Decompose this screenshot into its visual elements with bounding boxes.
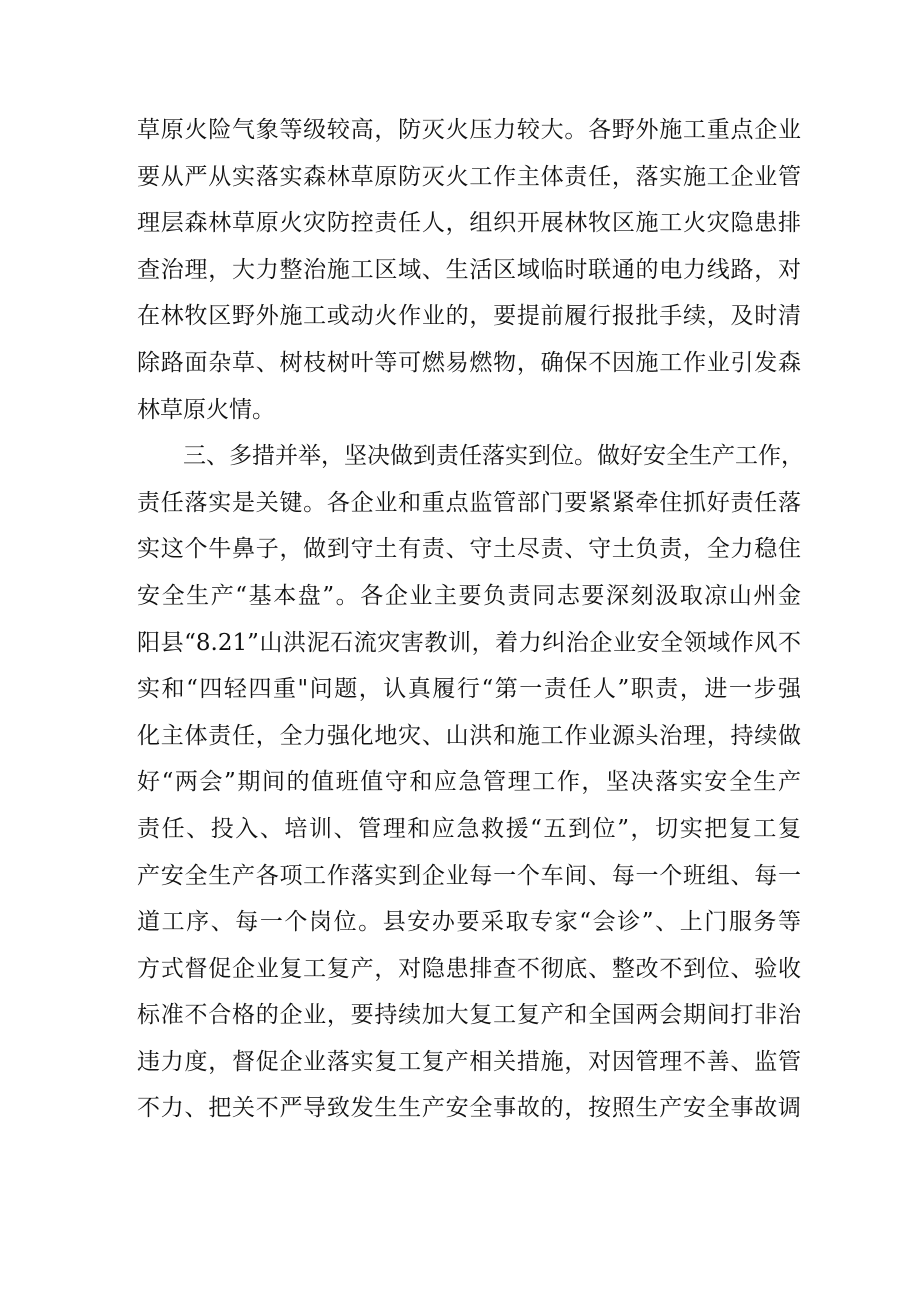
paragraph-2-line-11: 道工序、每一个岗位。县安办要采取专家“会诊”、上门服务等 bbox=[137, 909, 801, 936]
paragraph-2-line-15: 不力、把关不严导致发生生产安全事故的，按照生产安全事故调 bbox=[137, 1095, 801, 1122]
paragraph-1-line-2: 要从严从实落实森林草原防灭火工作主体责任，落实施工企业管 bbox=[137, 163, 801, 190]
paragraph-2-line-6: 实和“四轻四重"问题，认真履行“第一责任人”职责，进一步强 bbox=[137, 676, 801, 703]
paragraph-2-line-2: 责任落实是关键。各企业和重点监管部门要紧紧牵住抓好责任落 bbox=[137, 489, 801, 516]
paragraph-2-line-4: 安全生产“基本盘”。各企业主要负责同志要深刻汲取凉山州金 bbox=[137, 582, 801, 609]
paragraph-2-line-14: 违力度，督促企业落实复工复产相关措施，对因管理不善、监管 bbox=[137, 1048, 801, 1075]
paragraph-1-line-5: 在林牧区野外施工或动火作业的，要提前履行报批手续，及时清 bbox=[137, 303, 801, 330]
document-body bbox=[137, 107, 804, 1132]
paragraph-1-line-3: 理层森林草原火灾防控责任人，组织开展林牧区施工火灾隐患排 bbox=[137, 210, 801, 237]
paragraph-2-line-9: 责任、投入、培训、管理和应急救援“五到位”，切实把复工复 bbox=[137, 815, 801, 842]
paragraph-2-line-3: 实这个牛鼻子，做到守土有责、守土尽责、守土负责，全力稳住 bbox=[137, 536, 801, 563]
paragraph-2-line-13: 标准不合格的企业，要持续加大复工复产和全国两会期间打非治 bbox=[137, 1002, 801, 1029]
paragraph-1-line-1: 草原火险气象等级较高，防灭火压力较大。各野外施工重点企业 bbox=[137, 117, 801, 143]
paragraph-2-line-7: 化主体责任，全力强化地灾、山洪和施工作业源头治理，持续做 bbox=[137, 722, 801, 749]
paragraph-1-line-7: 林草原火情。 bbox=[137, 396, 275, 423]
paragraph-2 bbox=[137, 433, 804, 1132]
paragraph-2-line-12: 方式督促企业复工复产，对隐患排查不彻底、整改不到位、验收 bbox=[137, 955, 801, 982]
paragraph-1-line-4: 查治理，大力整治施工区域、生活区域临时联通的电力线路，对 bbox=[137, 256, 801, 283]
paragraph-2-line-5: 阳县“8.21”山洪泥石流灾害教训，着力纠治企业安全领域作风不 bbox=[137, 629, 801, 656]
paragraph-2-line-8: 好“两会”期间的值班值守和应急管理工作，坚决落实安全生产 bbox=[137, 769, 801, 796]
paragraph-1 bbox=[137, 107, 801, 433]
paragraph-1-line-6: 除路面杂草、树枝树叶等可燃易燃物，确保不因施工作业引发森 bbox=[137, 349, 801, 376]
paragraph-2-line-10: 产安全生产各项工作落实到企业每一个车间、每一个班组、每一 bbox=[137, 862, 801, 889]
paragraph-2-line-1: 三、多措并举，坚决做到责任落实到位。做好安全生产工作， bbox=[183, 443, 804, 470]
